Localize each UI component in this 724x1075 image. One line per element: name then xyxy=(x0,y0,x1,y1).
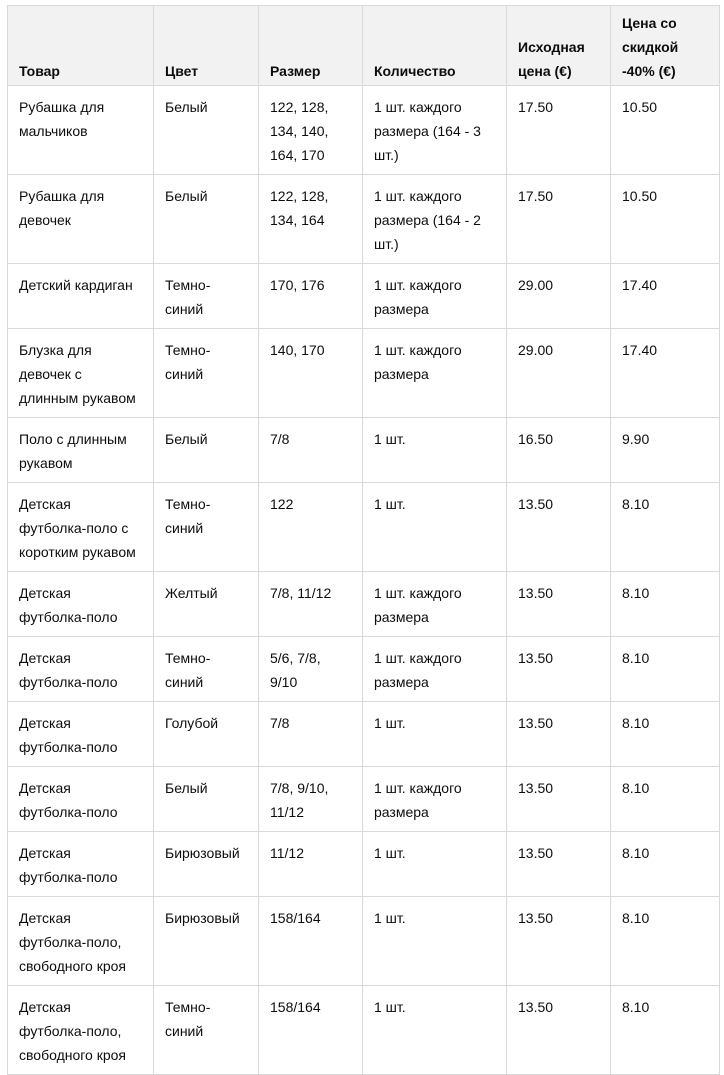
cell-quantity: 1 шт. xyxy=(363,832,507,897)
cell-quantity: 1 шт. каждого размера (164 - 3 шт.) xyxy=(363,86,507,175)
cell-product: Детская футболка-поло xyxy=(8,702,154,767)
cell-size: 122, 128, 134, 164 xyxy=(259,175,363,264)
table-row xyxy=(8,637,720,702)
cell-quantity: 1 шт. xyxy=(363,483,507,572)
header-product: Товар xyxy=(8,6,154,86)
cell-product: Детская футболка-поло xyxy=(8,767,154,832)
cell-size: 7/8 xyxy=(259,418,363,483)
header-color: Цвет xyxy=(154,6,259,86)
table-row xyxy=(8,264,720,329)
cell-discount-price: 8.10 xyxy=(611,767,720,832)
header-original-price: Исходная цена (€) xyxy=(507,6,611,86)
cell-quantity: 1 шт. каждого размера xyxy=(363,637,507,702)
table-body xyxy=(8,86,720,1075)
cell-size: 7/8 xyxy=(259,702,363,767)
cell-original-price: 13.50 xyxy=(507,986,611,1075)
cell-discount-price: 10.50 xyxy=(611,175,720,264)
cell-discount-price: 8.10 xyxy=(611,897,720,986)
cell-original-price: 13.50 xyxy=(507,897,611,986)
cell-color: Бирюзовый xyxy=(154,897,259,986)
table-row xyxy=(8,897,720,986)
cell-original-price: 13.50 xyxy=(507,832,611,897)
cell-color: Белый xyxy=(154,418,259,483)
cell-discount-price: 8.10 xyxy=(611,832,720,897)
product-table-container xyxy=(7,5,719,1063)
cell-original-price: 13.50 xyxy=(507,483,611,572)
table-row xyxy=(8,329,720,418)
cell-product: Детский кардиган xyxy=(8,264,154,329)
cell-discount-price: 17.40 xyxy=(611,329,720,418)
cell-product: Блузка для девочек с длинным рукавом xyxy=(8,329,154,418)
cell-quantity: 1 шт. каждого размера xyxy=(363,264,507,329)
cell-size: 7/8, 9/10, 11/12 xyxy=(259,767,363,832)
cell-color: Белый xyxy=(154,86,259,175)
table-row xyxy=(8,572,720,637)
cell-discount-price: 8.10 xyxy=(611,572,720,637)
cell-size: 5/6, 7/8, 9/10 xyxy=(259,637,363,702)
cell-discount-price: 10.50 xyxy=(611,86,720,175)
cell-original-price: 17.50 xyxy=(507,86,611,175)
cell-discount-price: 8.10 xyxy=(611,986,720,1075)
cell-quantity: 1 шт. каждого размера xyxy=(363,572,507,637)
cell-size: 122, 128, 134, 140, 164, 170 xyxy=(259,86,363,175)
header-row xyxy=(8,6,720,86)
cell-color: Белый xyxy=(154,767,259,832)
cell-original-price: 13.50 xyxy=(507,572,611,637)
table-row xyxy=(8,767,720,832)
cell-color: Темно-синий xyxy=(154,637,259,702)
cell-discount-price: 8.10 xyxy=(611,702,720,767)
cell-original-price: 13.50 xyxy=(507,637,611,702)
cell-product: Детская футболка-поло, свободного кроя xyxy=(8,897,154,986)
cell-size: 140, 170 xyxy=(259,329,363,418)
cell-quantity: 1 шт. каждого размера xyxy=(363,329,507,418)
table-row xyxy=(8,175,720,264)
header-discount-price: Цена со скидкой -40% (€) xyxy=(611,6,720,86)
table-row xyxy=(8,418,720,483)
cell-quantity: 1 шт. xyxy=(363,418,507,483)
cell-color: Темно-синий xyxy=(154,264,259,329)
cell-size: 158/164 xyxy=(259,986,363,1075)
cell-size: 11/12 xyxy=(259,832,363,897)
cell-size: 122 xyxy=(259,483,363,572)
cell-size: 158/164 xyxy=(259,897,363,986)
cell-discount-price: 8.10 xyxy=(611,483,720,572)
cell-size: 7/8, 11/12 xyxy=(259,572,363,637)
cell-color: Темно-синий xyxy=(154,329,259,418)
cell-product: Рубашка для девочек xyxy=(8,175,154,264)
header-size: Размер xyxy=(259,6,363,86)
product-table xyxy=(7,5,720,1075)
cell-original-price: 16.50 xyxy=(507,418,611,483)
cell-color: Темно-синий xyxy=(154,483,259,572)
cell-color: Голубой xyxy=(154,702,259,767)
cell-product: Рубашка для мальчиков xyxy=(8,86,154,175)
table-row xyxy=(8,86,720,175)
cell-original-price: 13.50 xyxy=(507,702,611,767)
cell-product: Детская футболка-поло xyxy=(8,572,154,637)
cell-quantity: 1 шт. xyxy=(363,702,507,767)
cell-quantity: 1 шт. xyxy=(363,986,507,1075)
cell-original-price: 29.00 xyxy=(507,329,611,418)
cell-quantity: 1 шт. каждого размера (164 - 2 шт.) xyxy=(363,175,507,264)
cell-size: 170, 176 xyxy=(259,264,363,329)
cell-product: Детская футболка-поло xyxy=(8,637,154,702)
table-row xyxy=(8,483,720,572)
header-quantity: Количество xyxy=(363,6,507,86)
cell-color: Бирюзовый xyxy=(154,832,259,897)
cell-original-price: 29.00 xyxy=(507,264,611,329)
cell-product: Детская футболка-поло xyxy=(8,832,154,897)
table-row xyxy=(8,832,720,897)
table-row xyxy=(8,702,720,767)
cell-discount-price: 8.10 xyxy=(611,637,720,702)
cell-discount-price: 9.90 xyxy=(611,418,720,483)
cell-product: Поло с длинным рукавом xyxy=(8,418,154,483)
cell-color: Желтый xyxy=(154,572,259,637)
table-header xyxy=(8,6,720,86)
cell-color: Темно-синий xyxy=(154,986,259,1075)
cell-product: Детская футболка-поло, свободного кроя xyxy=(8,986,154,1075)
cell-color: Белый xyxy=(154,175,259,264)
table-row xyxy=(8,986,720,1075)
cell-original-price: 17.50 xyxy=(507,175,611,264)
cell-discount-price: 17.40 xyxy=(611,264,720,329)
cell-product: Детская футболка-поло с коротким рукавом xyxy=(8,483,154,572)
cell-original-price: 13.50 xyxy=(507,767,611,832)
cell-quantity: 1 шт. каждого размера xyxy=(363,767,507,832)
cell-quantity: 1 шт. xyxy=(363,897,507,986)
